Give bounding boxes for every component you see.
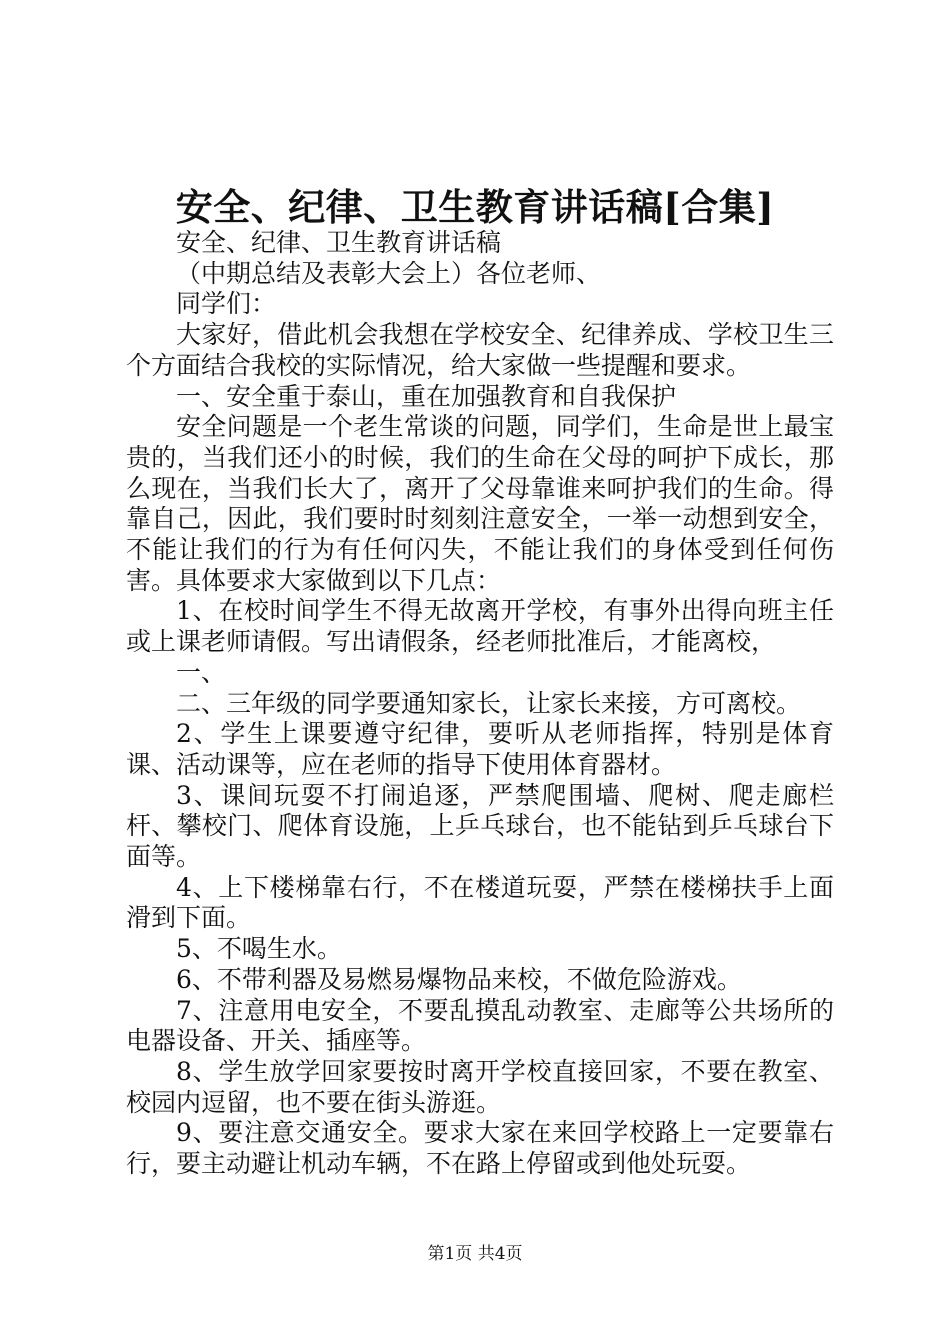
list-item: 4、上下楼梯靠右行，不在楼道玩耍，严禁在楼梯扶手上面滑到下面。: [126, 872, 834, 933]
list-item: 1、在校时间学生不得无故离开学校，有事外出得向班主任或上课老师请假。写出请假条，经老师批准后，才能离校，: [126, 596, 834, 657]
section-heading: 一、安全重于泰山，重在加强教育和自我保护: [176, 381, 677, 411]
paragraph: 安全问题是一个老生常谈的问题，同学们，生命是世上最宝贵的，当我们还小的时候，我们的生命在父母的呵护下成长，那么现在，当我们长大了，离开了父母靠谁来呵护我们的生命。得靠自己，因此，我们要时时刻刻注意安全，一举一动想到安全，不能让我们的行为有任何闪失，不能让我们的身体受到任何伤害。具体要求大家做到以下几点：: [126, 412, 834, 595]
list-item: 2、学生上课要遵守纪律，要听从老师指挥，特别是体育课、活动课等，应在老师的指导下使用体育器材。: [126, 719, 834, 779]
list-item: 5、不喝生水。: [176, 934, 342, 964]
list-item: 一、: [176, 657, 227, 687]
paragraph: 同学们：: [176, 289, 277, 319]
list-item: 9、要注意交通安全。要求大家在来回学校路上一定要靠右行，要主动避让机动车辆，不在路上停留或到他处玩耍。: [126, 1118, 834, 1179]
paragraph: （中期总结及表彰大会上）各位老师、: [176, 258, 602, 288]
list-item: 3、课间玩耍不打闹追逐，严禁爬围墙、爬树、爬走廊栏杆、攀校门、爬体育设施，上乒乓球台，也不能钻到乒乓球台下面等。: [126, 780, 834, 872]
list-item: 7、注意用电安全，不要乱摸乱动教室、走廊等公共场所的电器设备、开关、插座等。: [126, 995, 834, 1056]
list-item: 8、学生放学回家要按时离开学校直接回家，不要在教室、校园内逗留，也不要在街头游逛。: [126, 1056, 834, 1117]
document-title: 安全、纪律、卫生教育讲话稿[合集]: [175, 185, 775, 229]
list-item: 6、不带利器及易燃易爆物品来校，不做危险游戏。: [176, 964, 742, 994]
document-body: [126, 228, 834, 1180]
paragraph: 安全、纪律、卫生教育讲话稿: [176, 228, 502, 257]
page-footer: 第1页 共4页: [427, 1244, 523, 1264]
list-item: 二、三年级的同学要通知家长，让家长来接，方可离校。: [176, 688, 802, 718]
paragraph: 大家好，借此机会我想在学校安全、纪律养成、学校卫生三个方面结合我校的实际情况，给大家做一些提醒和要求。: [126, 320, 834, 380]
